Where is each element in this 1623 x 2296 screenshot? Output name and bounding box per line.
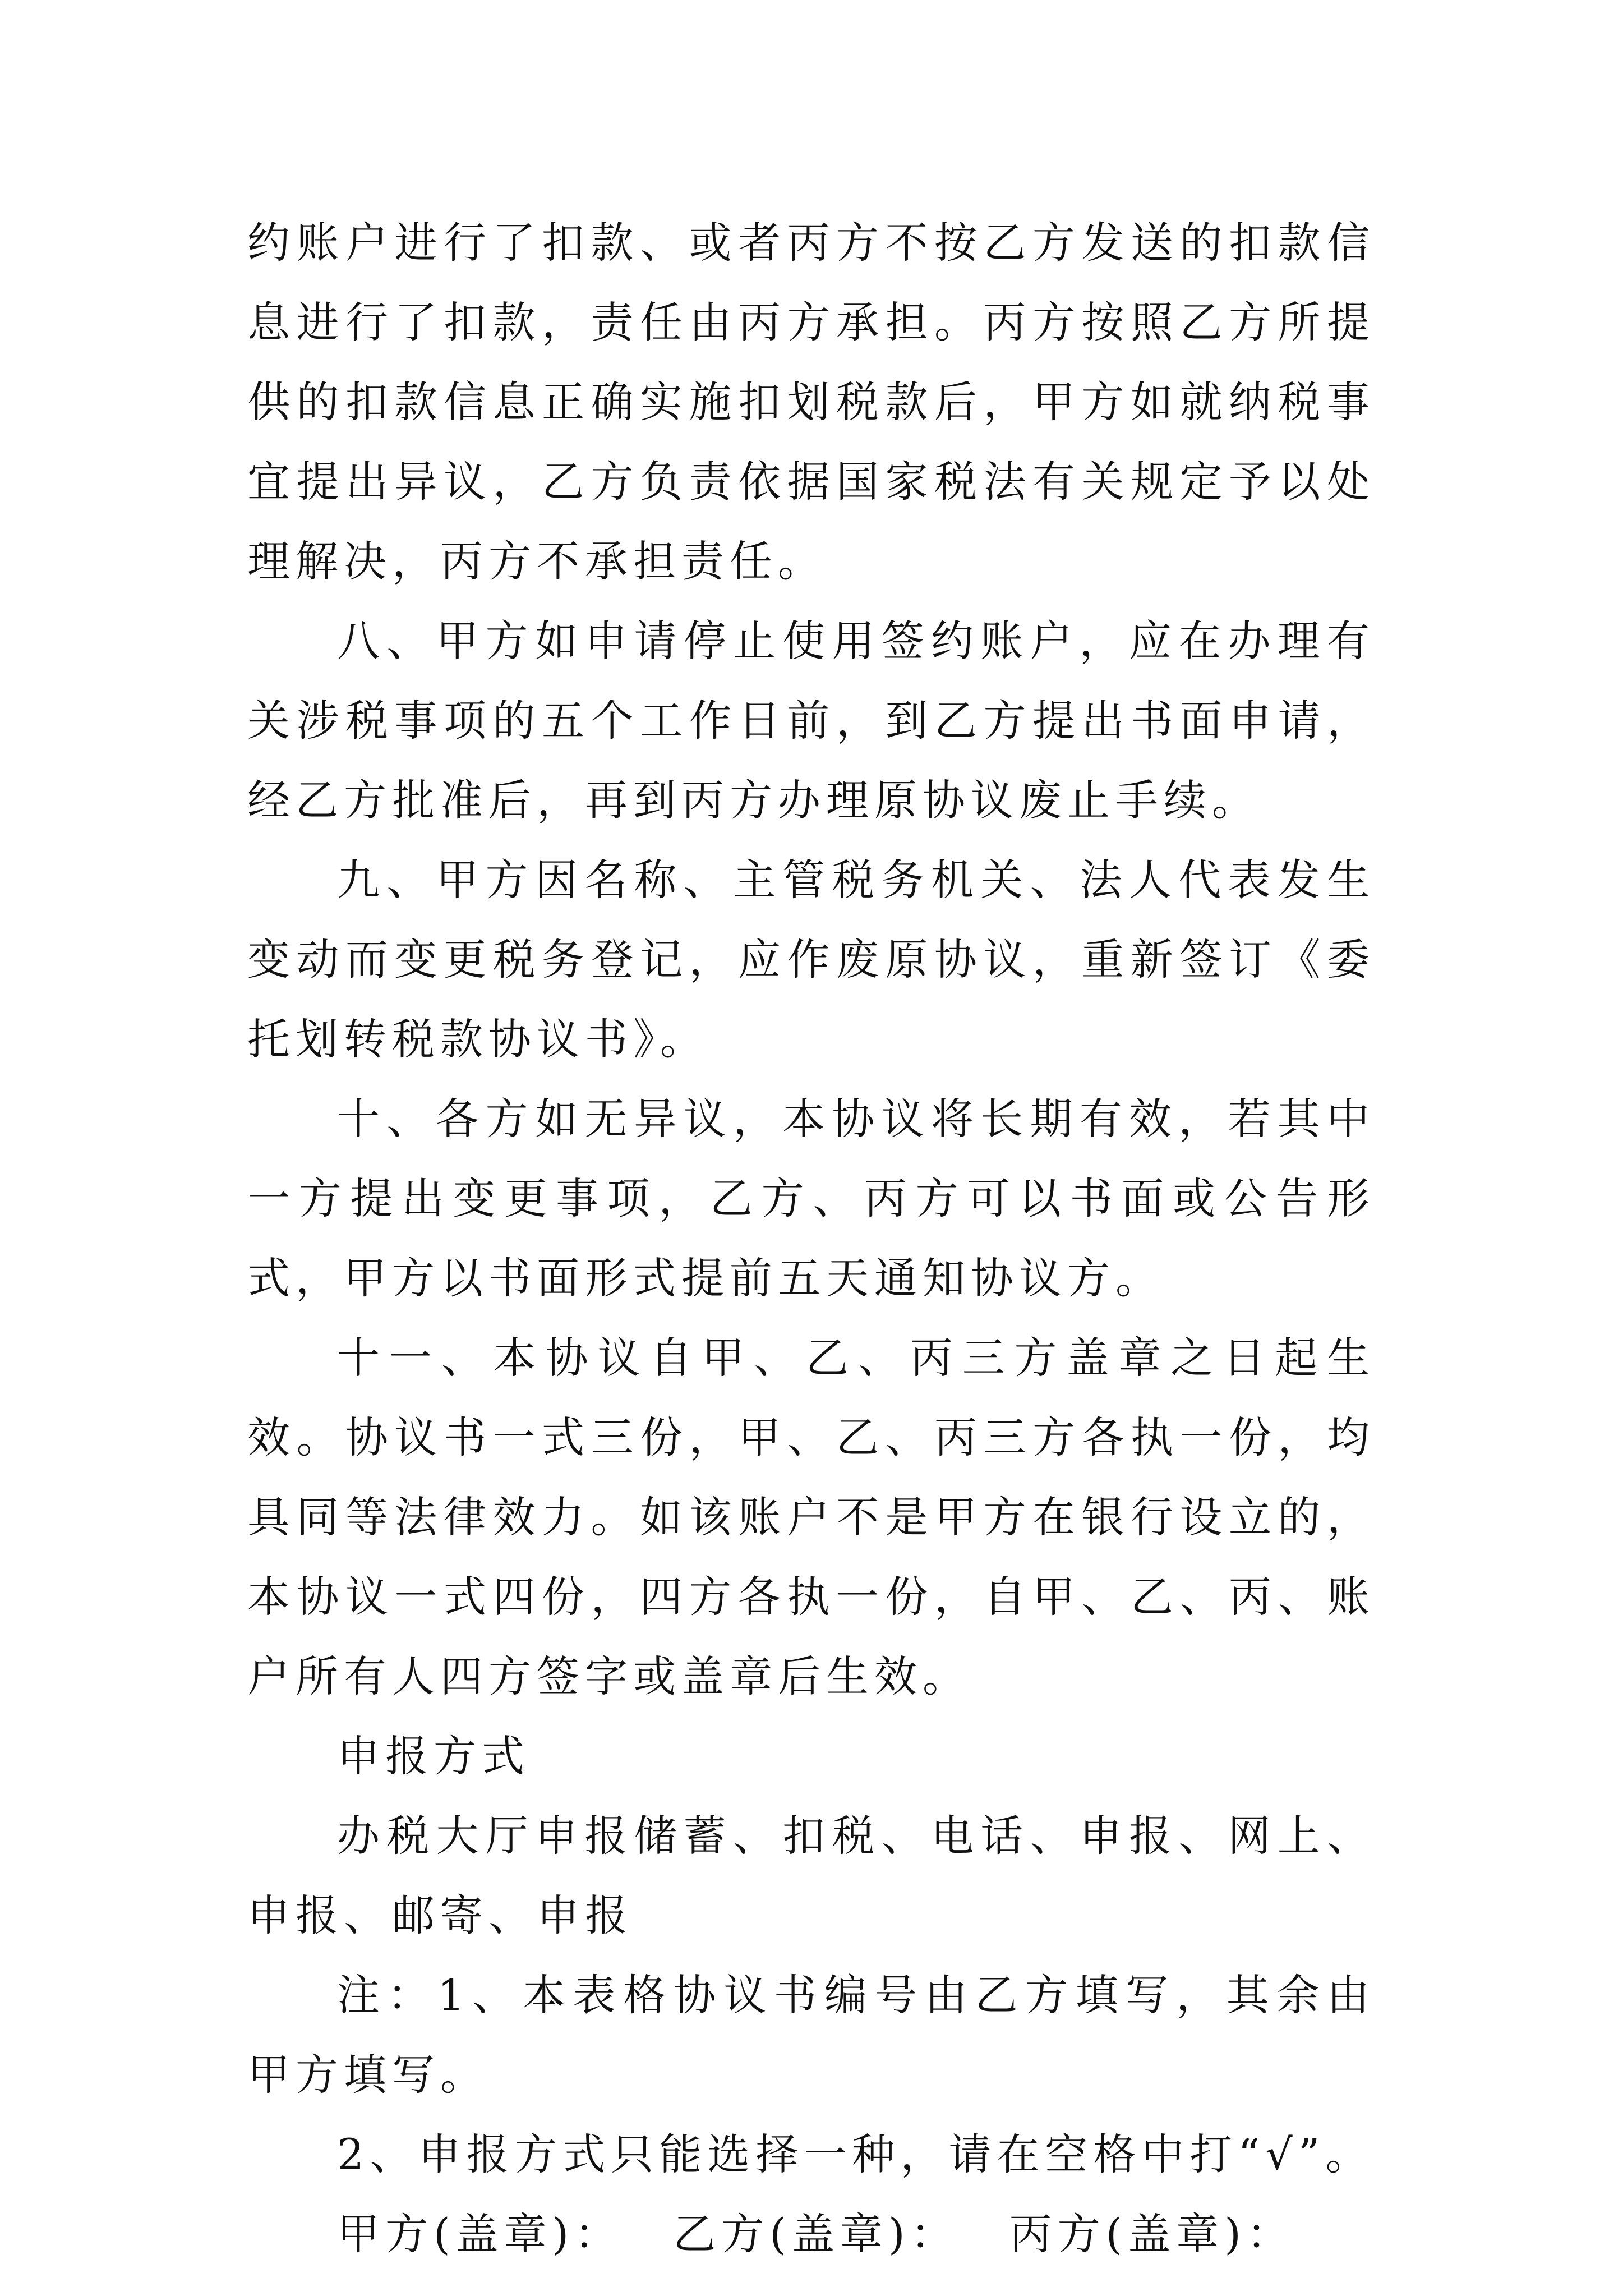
declaration-method-options: 办税大厅申报储蓄、扣税、电话、申报、网上、申报、邮寄、申报 [247, 1811, 1375, 1940]
declaration-method-heading: 申报方式 [337, 1731, 530, 1781]
paragraph-clause-9: 九、甲方因名称、主管税务机关、法人代表发生变动而变更税务登记，应作废原协议，重新签订《委托划转税款协议书》。 [247, 855, 1375, 1064]
document-body [247, 203, 1375, 2274]
paragraph-clause-10: 十、各方如无异议，本协议将长期有效，若其中一方提出变更事项，乙方、丙方可以书面或公告形式，甲方以书面形式提前五天通知协议方。 [247, 1094, 1375, 1303]
party-a-seal-label: 甲方(盖章)： [337, 2209, 623, 2259]
party-b-seal-label: 乙方(盖章)： [673, 2209, 959, 2259]
party-c-seal-label: 丙方(盖章)： [1009, 2209, 1295, 2259]
signature-line [247, 2194, 1375, 2274]
paragraph-clause-8: 八、甲方如申请停止使用签约账户，应在办理有关涉税事项的五个工作日前，到乙方提出书面申请，经乙方批准后，再到丙方办理原协议废止手续。 [247, 616, 1375, 825]
paragraph-clause-11: 十一、本协议自甲、乙、丙三方盖章之日起生效。协议书一式三份，甲、乙、丙三方各执一份，均具同等法律效力。如该账户不是甲方在银行设立的，本协议一式四份，四方各执一份，自甲、乙、丙、账户所有人四方签字或盖章后生效。 [247, 1333, 1375, 1701]
note-1: 注：1、本表格协议书编号由乙方填写，其余由甲方填写。 [247, 1970, 1375, 2100]
note-2: 2、申报方式只能选择一种，请在空格中打“√”。 [337, 2129, 1374, 2179]
paragraph-deduction-liability: 约账户进行了扣款、或者丙方不按乙方发送的扣款信息进行了扣款，责任由丙方承担。丙方按照乙方所提供的扣款信息正确实施扣划税款后，甲方如就纳税事宜提出异议，乙方负责依据国家税法有关规定予以处理解决，丙方不承担责任。 [247, 218, 1375, 586]
